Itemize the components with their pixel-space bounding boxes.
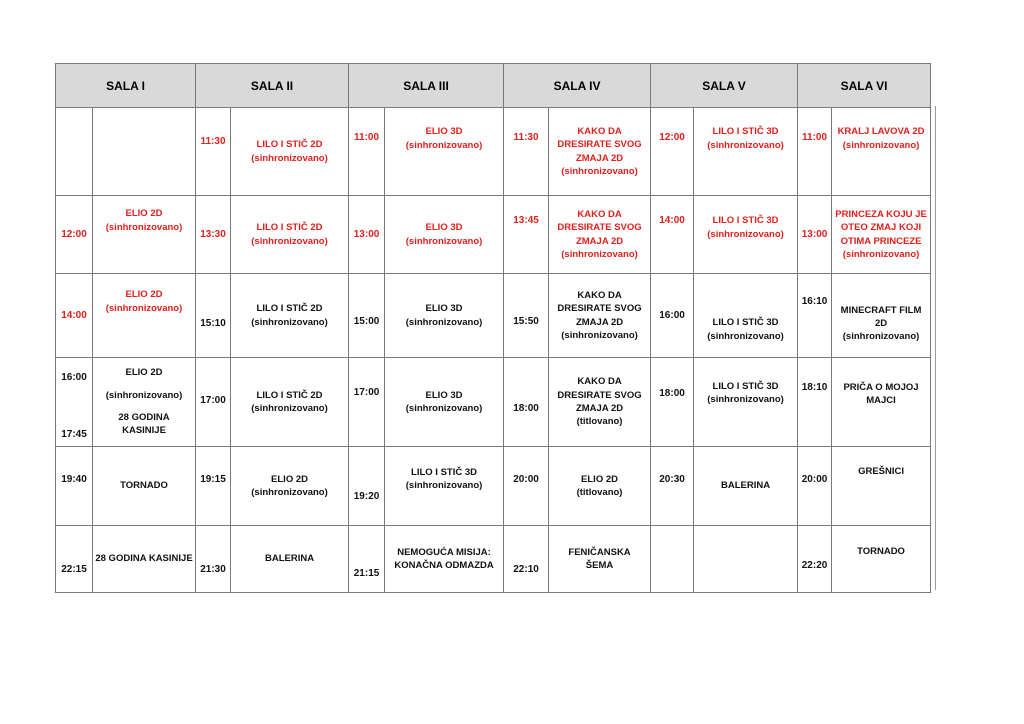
movie-cell: LILO I STIČ 2D (sinhronizovano) [231, 108, 349, 196]
showtime: 15:50 [504, 274, 549, 358]
showtime: 22:20 [798, 526, 832, 593]
showtime: 12:00 [56, 196, 93, 274]
showtime: 21:30 [196, 526, 231, 593]
showtime: 22:15 [56, 526, 93, 593]
movie-cell: ELIO 3D (sinhronizovano) [385, 274, 504, 358]
movie-cell: LILO I STIČ 3D (sinhronizovano) [694, 196, 798, 274]
movie-cell: LILO I STIČ 2D (sinhronizovano) [231, 196, 349, 274]
hall-header: SALA V [651, 64, 798, 108]
movie-cell: KAKO DA DRESIRATE SVOG ZMAJA 2D (sinhronizovano) [549, 108, 651, 196]
showtime [651, 526, 694, 593]
showtime: 12:00 [651, 108, 694, 196]
hall-header: SALA VI [798, 64, 931, 108]
schedule-row [56, 447, 931, 526]
showtime: 11:00 [798, 108, 832, 196]
schedule-row [56, 108, 931, 196]
movie-cell [694, 526, 798, 593]
movie-cell: ELIO 2D (sinhronizovano) [93, 196, 196, 274]
movie-cell: ELIO 3D (sinhronizovano) [385, 108, 504, 196]
hall-header: SALA I [56, 64, 196, 108]
movie-cell: ELIO 2D (titlovano) [549, 447, 651, 526]
showtime: 22:10 [504, 526, 549, 593]
showtime: 18:00 [651, 358, 694, 447]
showtime: 19:15 [196, 447, 231, 526]
hall-header: SALA II [196, 64, 349, 108]
showtime [56, 108, 93, 196]
movie-cell: BALERINA [694, 447, 798, 526]
movie-cell: TORNADO [93, 447, 196, 526]
showtime: 13:45 [504, 196, 549, 274]
movie-cell: KAKO DA DRESIRATE SVOG ZMAJA 2D (titlovano) [549, 358, 651, 447]
schedule-row [56, 274, 931, 358]
showtime: 20:30 [651, 447, 694, 526]
showtime: 11:00 [349, 108, 385, 196]
showtime: 13:00 [798, 196, 832, 274]
movie-cell: KAKO DA DRESIRATE SVOG ZMAJA 2D (sinhronizovano) [549, 196, 651, 274]
showtime: 20:00 [798, 447, 832, 526]
movie-cell: PRINCEZA KOJU JE OTEO ZMAJ KOJI OTIMA PRINCEZE (sinhronizovano) [832, 196, 931, 274]
showtime: 15:10 [196, 274, 231, 358]
hall-header: SALA III [349, 64, 504, 108]
hall-header: SALA IV [504, 64, 651, 108]
movie-cell: LILO I STIČ 3D (sinhronizovano) [694, 274, 798, 358]
movie-cell [93, 108, 196, 196]
showtime: 13:00 [349, 196, 385, 274]
movie-cell: LILO I STIČ 2D (sinhronizovano) [231, 358, 349, 447]
movie-cell: ELIO 3D (sinhronizovano) [385, 196, 504, 274]
showtime: 19:40 [56, 447, 93, 526]
showtime: 11:30 [504, 108, 549, 196]
movie-cell: MINECRAFT FILM 2D (sinhronizovano) [832, 274, 931, 358]
movie-cell: PRIČA O MOJOJ MAJCI [832, 358, 931, 447]
showtime: 13:30 [196, 196, 231, 274]
movie-cell: FENIČANSKA ŠEMA [549, 526, 651, 593]
schedule-row [56, 196, 931, 274]
showtime: 15:00 [349, 274, 385, 358]
movie-cell: LILO I STIČ 3D (sinhronizovano) [694, 358, 798, 447]
header-row [56, 64, 931, 108]
showtime: 16:00 [651, 274, 694, 358]
movie-cell: 28 GODINA KASINIJE [93, 526, 196, 593]
showtime: 11:30 [196, 108, 231, 196]
movie-cell: NEMOGUĆA MISIJA: KONAČNA ODMAZDA [385, 526, 504, 593]
movie-cell: TORNADO [832, 526, 931, 593]
movie-cell: KRALJ LAVOVA 2D (sinhronizovano) [832, 108, 931, 196]
movie-cell: ELIO 2D (sinhronizovano) 28 GODINA KASINIJE [93, 358, 196, 447]
showtime: 17:00 [196, 358, 231, 447]
movie-cell: LILO I STIČ 3D (sinhronizovano) [385, 447, 504, 526]
movie-cell: LILO I STIČ 3D (sinhronizovano) [694, 108, 798, 196]
movie-cell: ELIO 2D (sinhronizovano) [93, 274, 196, 358]
movie-cell: KAKO DA DRESIRATE SVOG ZMAJA 2D (sinhronizovano) [549, 274, 651, 358]
showtime: 14:00 [651, 196, 694, 274]
showtime: 19:20 [349, 447, 385, 526]
movie-cell: GREŠNICI [832, 447, 931, 526]
showtime: 14:00 [56, 274, 93, 358]
movie-cell: ELIO 2D (sinhronizovano) [231, 447, 349, 526]
showtime: 16:00 17:45 [56, 358, 93, 447]
showtime: 21:15 [349, 526, 385, 593]
showtime: 18:00 [504, 358, 549, 447]
showtime: 20:00 [504, 447, 549, 526]
schedule-row [56, 526, 931, 593]
showtime: 18:10 [798, 358, 832, 447]
movie-cell: LILO I STIČ 2D (sinhronizovano) [231, 274, 349, 358]
showtime: 16:10 [798, 274, 832, 358]
showtime: 17:00 [349, 358, 385, 447]
schedule-row [56, 358, 931, 447]
movie-cell: BALERINA [231, 526, 349, 593]
schedule-table [55, 63, 931, 593]
movie-cell: ELIO 3D (sinhronizovano) [385, 358, 504, 447]
page-edge-line [935, 106, 936, 590]
